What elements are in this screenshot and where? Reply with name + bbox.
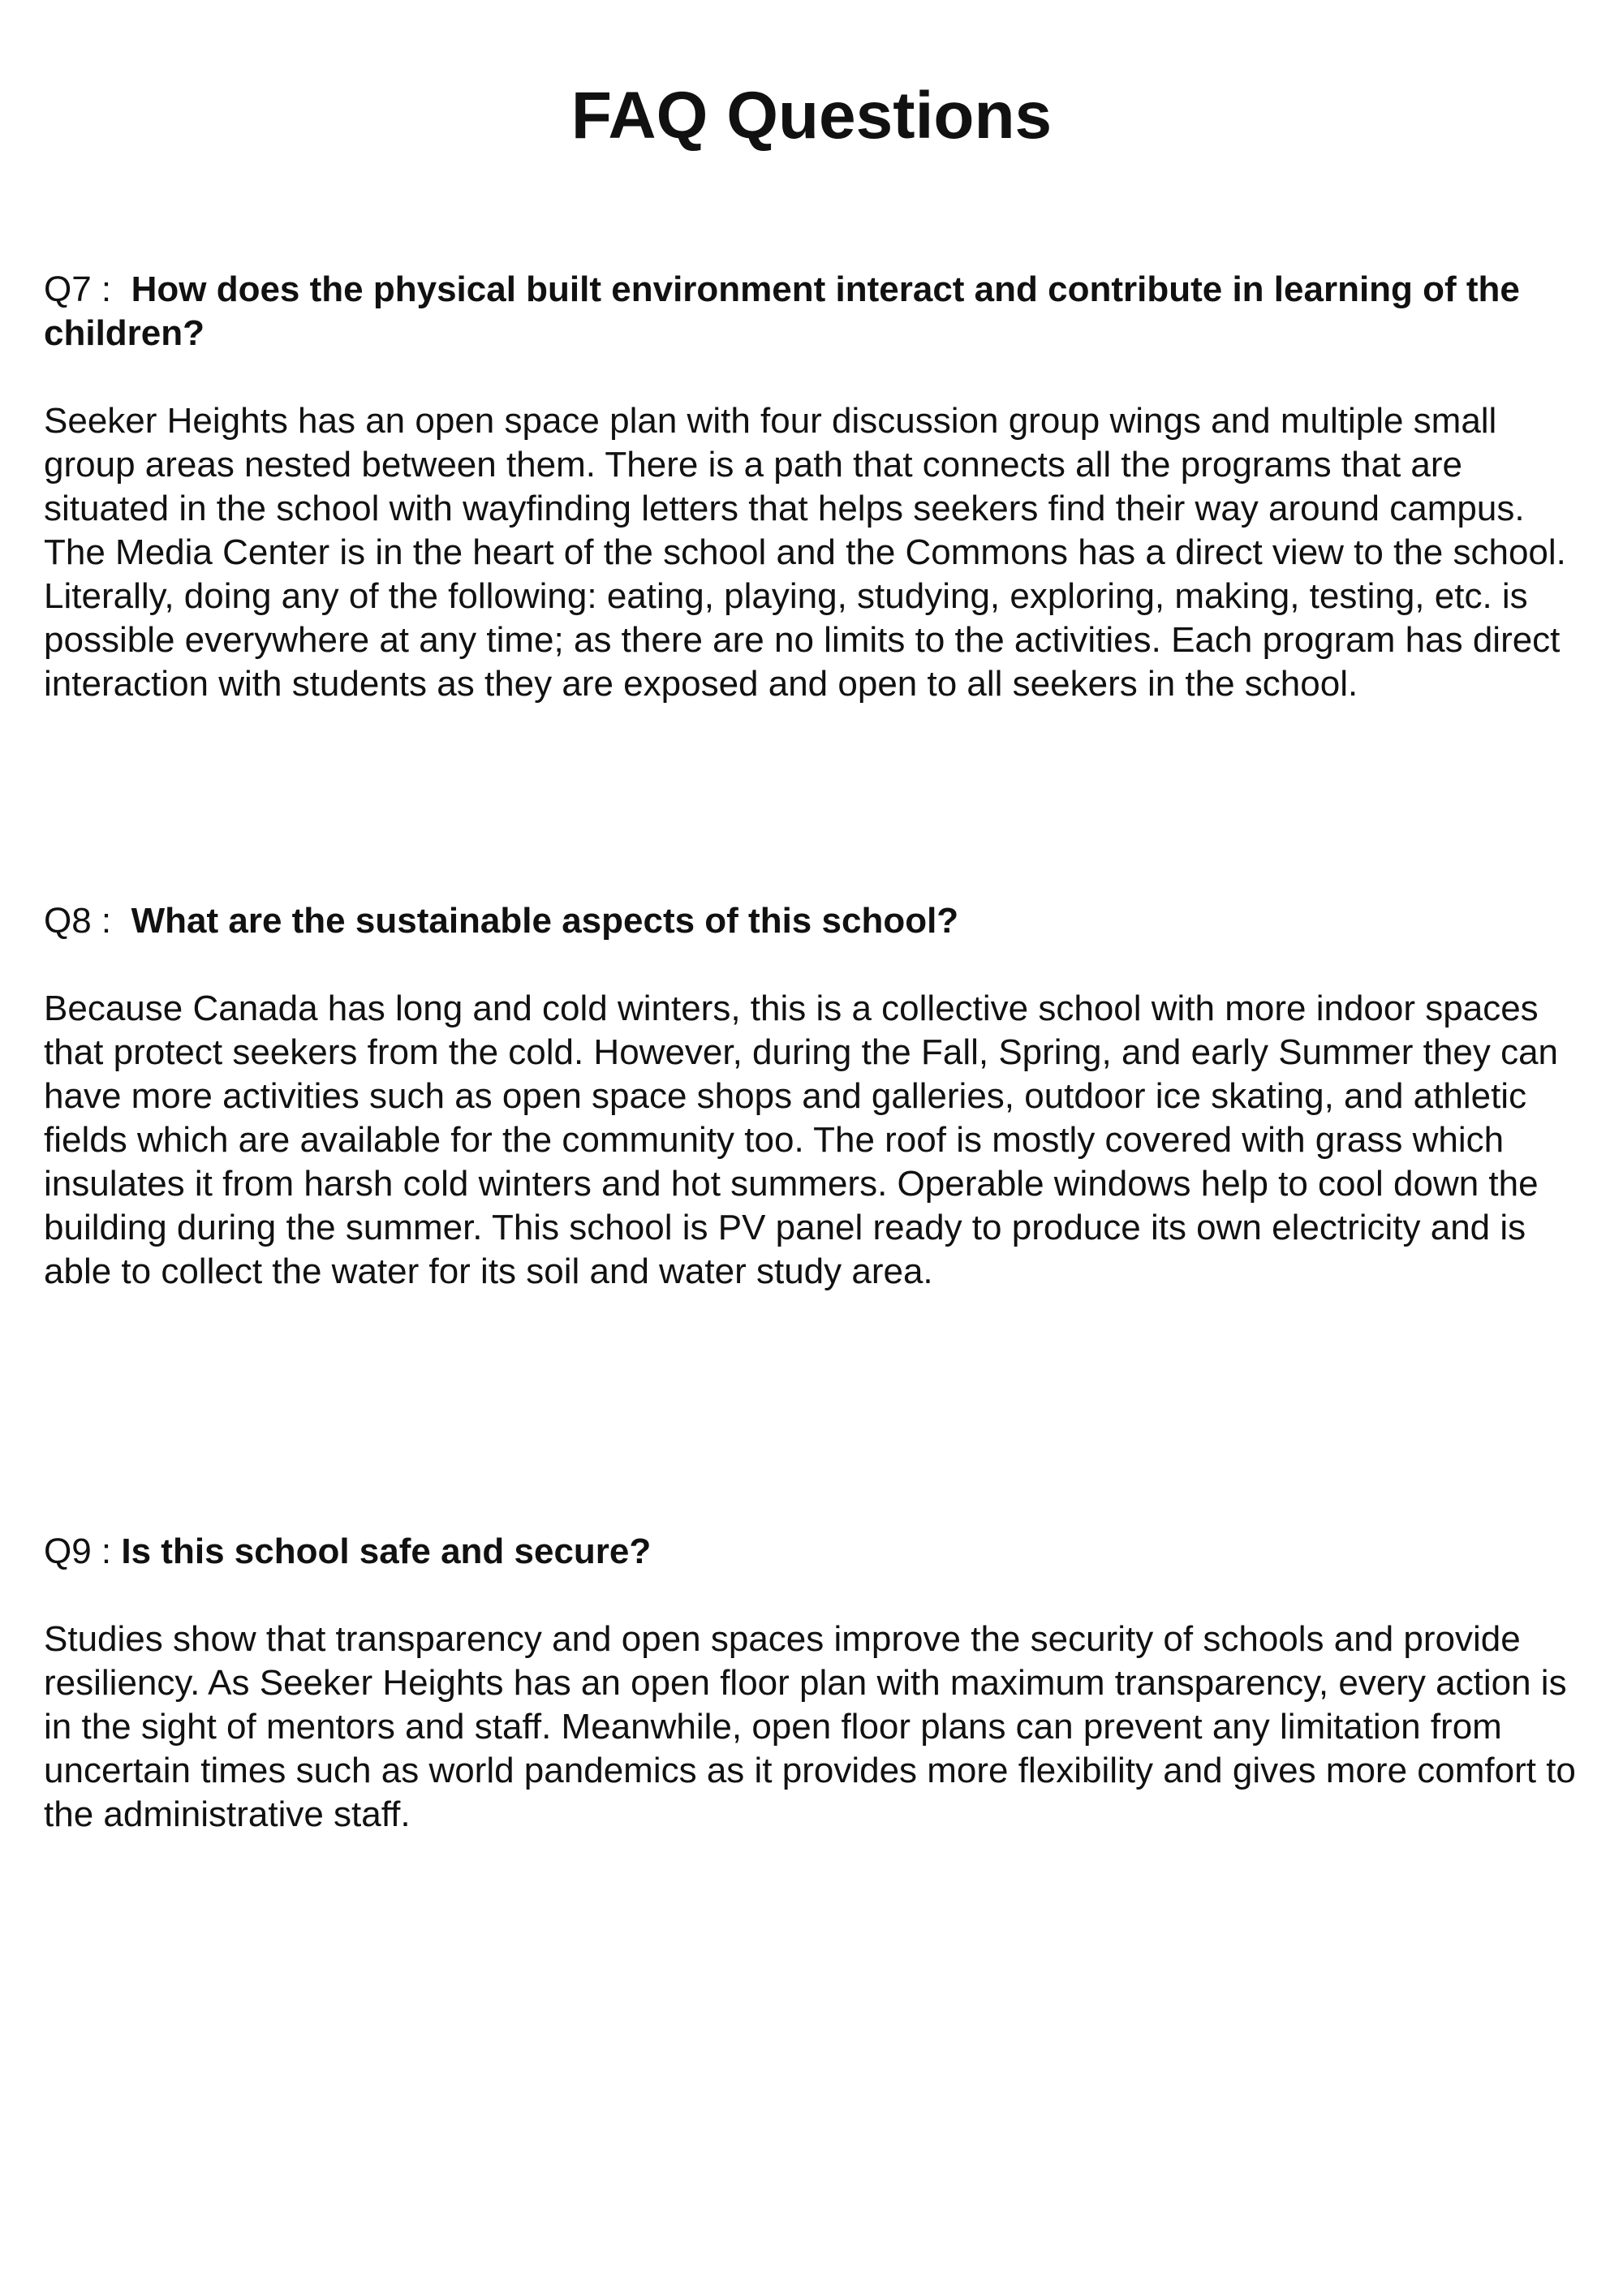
faq-item-q7	[44, 268, 1578, 706]
question-number: Q8 :	[44, 901, 112, 941]
faq-answer: Seeker Heights has an open space plan with four discussion group wings and multiple small group areas nested between them. There is a path that connects all the programs that are situated in the school with wayfinding letters that helps seekers find their way around campus. The Media Center is in the heart of the school and the Commons has a direct view to the school. Literally, doing any of the following: eating, playing, studying, exploring, making, testing, etc. is possible everywhere at any time; as there are no limits to the activities. Each program has direct interaction with students as they are exposed and open to all seekers in the school.	[44, 401, 1566, 704]
faq-question	[44, 1530, 1578, 1574]
faq-item-q9	[44, 1530, 1578, 1837]
question-text: How does the physical built environment interact and contribute in learning of the children?	[44, 269, 1520, 353]
faq-question	[44, 268, 1578, 355]
faq-answer: Studies show that transparency and open spaces improve the security of schools and provide resiliency. As Seeker Heights has an open floor plan with maximum transparency, every action is in the sight of mentors and staff. Meanwhile, open floor plans can prevent any limitation from uncertain times such as world pandemics as it provides more flexibility and gives more comfort to the administrative staff.	[44, 1619, 1576, 1834]
faq-question	[44, 899, 1578, 943]
faq-item-q8	[44, 899, 1578, 1294]
question-number: Q7 :	[44, 269, 112, 309]
question-number: Q9 :	[44, 1531, 112, 1571]
page-title: FAQ Questions	[570, 79, 1053, 153]
faq-answer: Because Canada has long and cold winters, this is a collective school with more indoor spaces that protect seekers from the cold. However, during the Fall, Spring, and early Summer they can have more activities such as open space shops and galleries, outdoor ice skating, and athletic fields which are available for the community too. The roof is mostly covered with grass which insulates it from harsh cold winters and hot summers. Operable windows help to cool down the building during the summer. This school is PV panel ready to produce its own electricity and is able to collect the water for its soil and water study area.	[44, 989, 1559, 1291]
question-text: What are the sustainable aspects of this school?	[131, 901, 959, 941]
question-text: Is this school safe and secure?	[121, 1531, 652, 1571]
